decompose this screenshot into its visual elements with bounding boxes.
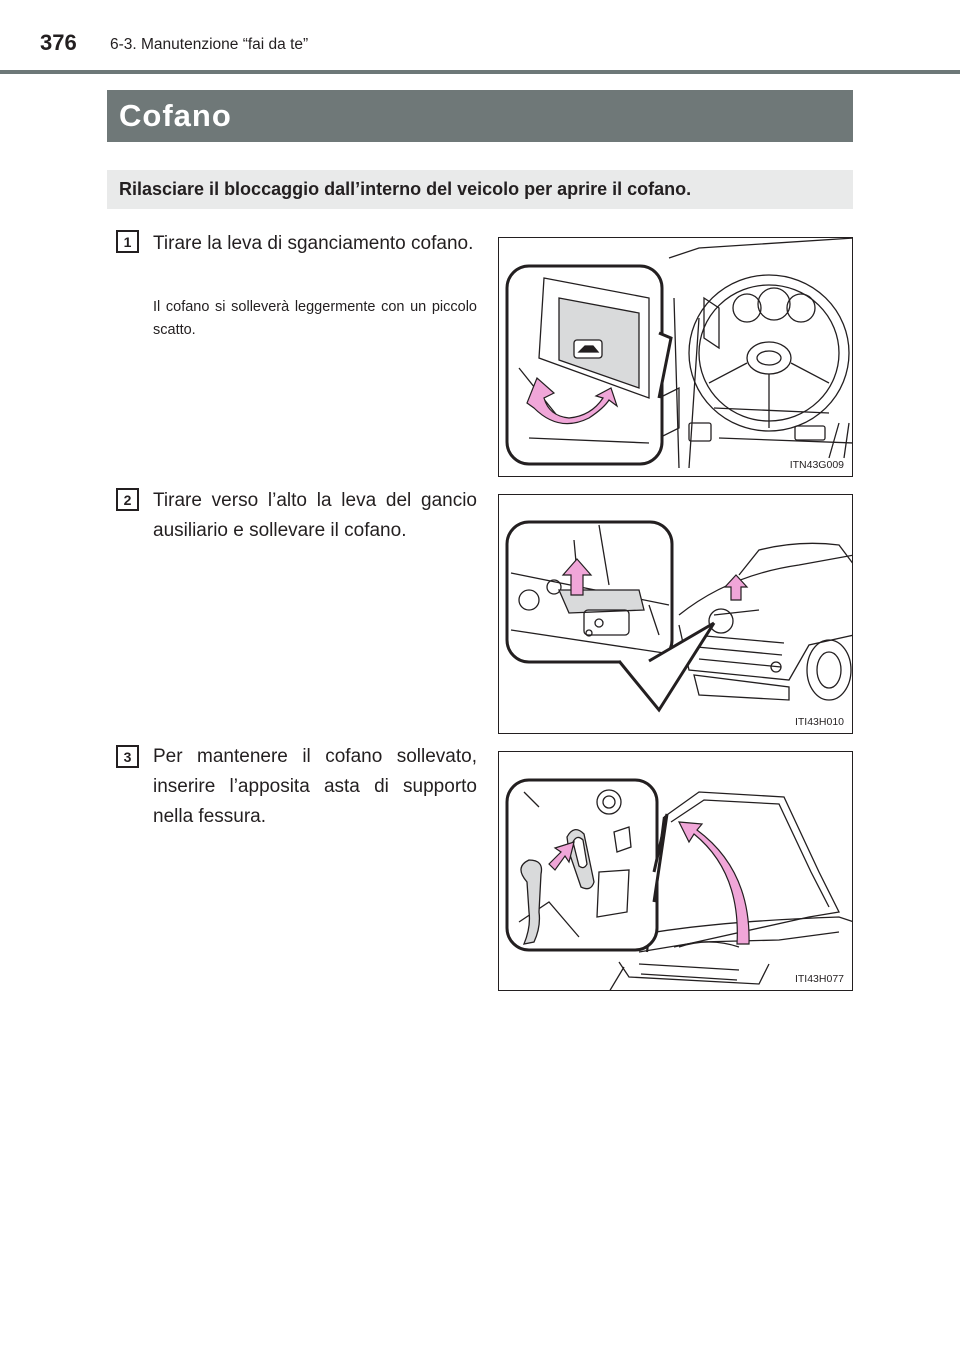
step-number-2: 2 xyxy=(116,488,139,511)
page-title: Cofano xyxy=(119,98,232,133)
figure-code-1: ITN43G009 xyxy=(789,459,844,471)
step-1-subtext: Il cofano si solleverà leggermente con un piccolo scatto. xyxy=(153,299,477,338)
step-number-3: 3 xyxy=(116,745,139,768)
figure-code-3: ITI43H077 xyxy=(794,973,844,985)
figure-hood-support-rod xyxy=(498,751,853,991)
lead-box xyxy=(107,170,853,209)
header-rule xyxy=(0,70,960,74)
lead-text: Rilasciare il bloccaggio dall’interno del veicolo per aprire il cofano. xyxy=(119,179,692,199)
figure-auxiliary-catch xyxy=(498,494,853,734)
section-path: 6-3. Manutenzione “fai da te” xyxy=(110,36,309,53)
figure-hood-release-lever xyxy=(498,237,853,477)
figure-code-2: ITI43H010 xyxy=(794,716,844,728)
title-bar xyxy=(107,90,853,142)
auxiliary-catch-lever-illustration-icon xyxy=(499,495,853,734)
hood-support-rod-illustration-icon xyxy=(499,752,853,991)
hood-release-lever-illustration-icon xyxy=(499,238,853,477)
step-number-1: 1 xyxy=(116,230,139,253)
step-1-text: Tirare la leva di sganciamento cofano. xyxy=(153,233,474,254)
step-3-text: Per mantenere il cofano sollevato, inserire l’apposita asta di supporto nella fessura. xyxy=(153,746,477,827)
step-2-text: Tirare verso l’alto la leva del gancio ausiliario e sollevare il cofano. xyxy=(153,490,477,541)
page-number: 376 xyxy=(40,30,77,55)
